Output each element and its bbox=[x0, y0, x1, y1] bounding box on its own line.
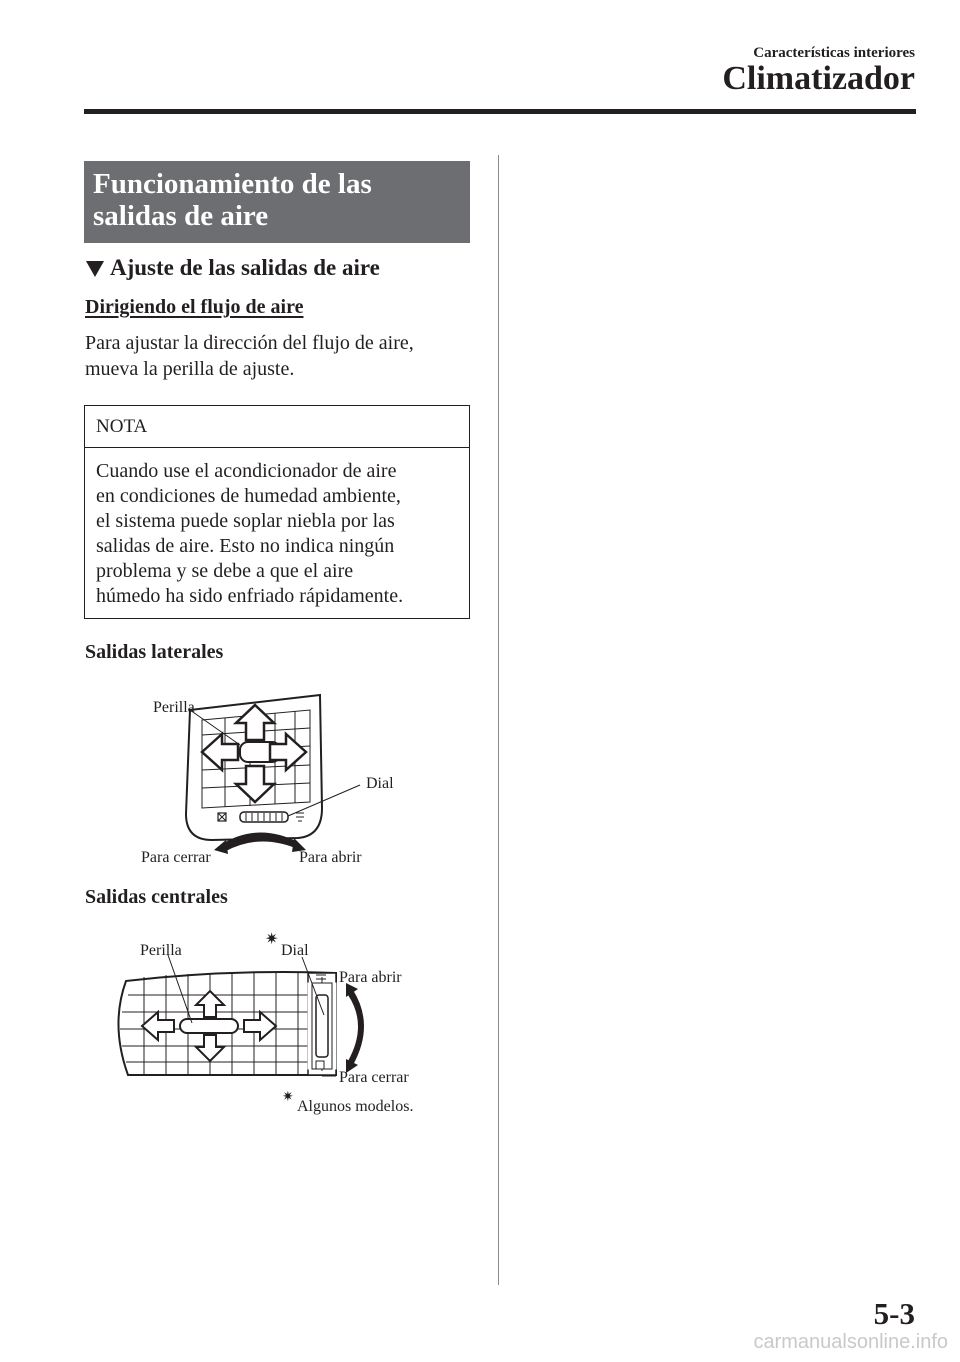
center-label-close: Para cerrar bbox=[339, 1069, 409, 1086]
note-line: problema y se debe a que el aire bbox=[96, 560, 354, 582]
center-vent-illustration bbox=[100, 925, 460, 1120]
subheading-text: Ajuste de las salidas de aire bbox=[110, 255, 380, 280]
section-banner bbox=[84, 161, 470, 243]
side-label-knob: Perilla bbox=[153, 699, 195, 716]
side-vents-title: Salidas laterales bbox=[85, 641, 224, 663]
center-vents-title: Salidas centrales bbox=[85, 886, 228, 908]
side-vent-illustration bbox=[130, 690, 430, 870]
side-label-open: Para abrir bbox=[299, 849, 362, 866]
page-number: 5-3 bbox=[873, 1296, 915, 1331]
section-title-line2: salidas de aire bbox=[93, 200, 269, 232]
note-line: en condiciones de humedad ambiente, bbox=[96, 485, 401, 507]
center-label-knob: Perilla bbox=[140, 942, 182, 959]
body-paragraph bbox=[85, 330, 480, 382]
note-line: húmedo ha sido enfriado rápidamente. bbox=[96, 585, 404, 607]
asterisk-icon: ✷ bbox=[265, 929, 279, 948]
subheading bbox=[86, 255, 380, 281]
body-line: mueva la perilla de ajuste. bbox=[85, 358, 295, 380]
chapter-label: Características interiores bbox=[753, 45, 915, 61]
center-footnote: Algunos modelos. bbox=[297, 1098, 414, 1115]
column-divider bbox=[498, 155, 499, 1285]
section-title-line1: Funcionamiento de las bbox=[93, 168, 372, 200]
note-heading: NOTA bbox=[85, 406, 469, 448]
page-title: Climatizador bbox=[722, 60, 915, 97]
center-label-open: Para abrir bbox=[339, 969, 402, 986]
center-label-dial: Dial bbox=[281, 942, 309, 959]
body-line: Para ajustar la dirección del flujo de aire, bbox=[85, 332, 414, 354]
note-box bbox=[84, 405, 470, 619]
note-body bbox=[85, 448, 469, 609]
note-line: salidas de aire. Esto no indica ningún bbox=[96, 535, 395, 557]
side-label-dial: Dial bbox=[366, 775, 394, 792]
triangle-down-icon bbox=[86, 261, 104, 277]
asterisk-icon: ✷ bbox=[282, 1089, 294, 1105]
note-line: el sistema puede soplar niebla por las bbox=[96, 510, 395, 532]
subsubheading: Dirigiendo el flujo de aire bbox=[85, 296, 304, 318]
note-line: Cuando use el acondicionador de aire bbox=[96, 460, 397, 482]
side-label-close: Para cerrar bbox=[141, 849, 211, 866]
header-rule bbox=[84, 109, 916, 114]
watermark: carmanualsonline.info bbox=[753, 1331, 948, 1353]
